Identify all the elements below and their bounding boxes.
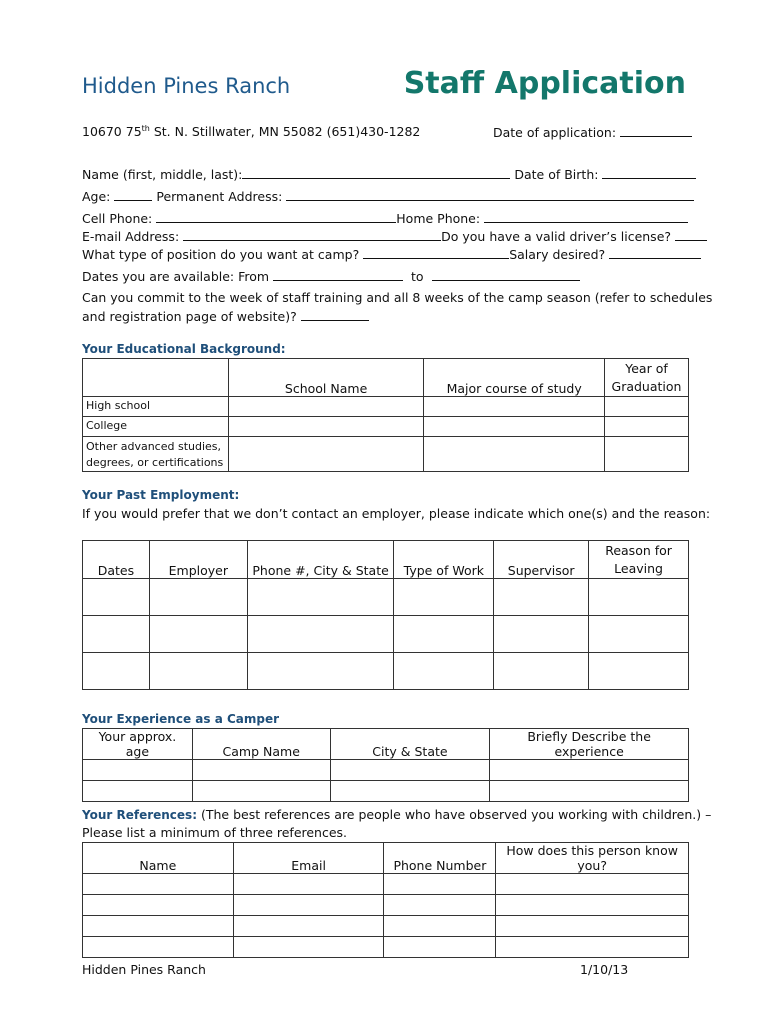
camper-cell[interactable] — [192, 760, 330, 781]
employment-col-employer: Employer — [149, 541, 247, 579]
age-label: Age: — [82, 189, 111, 204]
name-label: Name (first, middle, last): — [82, 167, 243, 182]
references-cell[interactable] — [496, 874, 689, 895]
camper-col-city: City & State — [330, 729, 490, 760]
cell-phone-label: Cell Phone: — [82, 211, 153, 226]
camper-col-camp: Camp Name — [192, 729, 330, 760]
dob-label: Date of Birth: — [514, 167, 599, 182]
references-note-1: (The best references are people who have observed you working with children.) – — [201, 807, 712, 822]
dates-from-field[interactable] — [273, 268, 403, 281]
dates-from-label: Dates you are available: From — [82, 269, 270, 284]
employment-row — [83, 616, 689, 653]
education-row-college: College — [83, 417, 229, 437]
references-cell[interactable] — [384, 916, 496, 937]
education-col-year-line2: Graduation — [611, 379, 682, 394]
commit-line-1: Can you commit to the week of staff training and all 8 weeks of the camp season (refer to schedules — [82, 290, 713, 305]
camper-col-age: Your approx. age — [83, 729, 193, 760]
dob-field[interactable] — [602, 166, 696, 179]
references-note-2: Please list a minimum of three references. — [82, 825, 348, 840]
references-cell[interactable] — [384, 874, 496, 895]
name-field[interactable] — [242, 166, 510, 179]
name-row — [82, 166, 696, 182]
education-col-major: Major course of study — [424, 359, 605, 397]
education-cell[interactable] — [228, 397, 424, 417]
employment-cell[interactable] — [589, 579, 689, 616]
employment-col-reason — [589, 541, 689, 579]
references-col-phone: Phone Number — [384, 843, 496, 874]
references-cell[interactable] — [83, 895, 234, 916]
commit-line-2 — [82, 308, 369, 324]
position-label: What type of position do you want at camp? — [82, 247, 360, 262]
employment-col-dates: Dates — [83, 541, 150, 579]
camper-cell[interactable] — [83, 781, 193, 802]
application-date-field[interactable] — [620, 124, 692, 137]
education-col-year-line1: Year of — [625, 361, 668, 376]
employment-cell[interactable] — [589, 616, 689, 653]
employment-col-reason-line2: Leaving — [614, 561, 663, 576]
address-rest: St. N. Stillwater, MN 55082 (651)430-1282 — [149, 124, 421, 140]
email-row — [82, 228, 707, 244]
references-col-know: How does this person know you? — [496, 843, 689, 874]
education-cell[interactable] — [424, 437, 605, 472]
employment-cell[interactable] — [394, 579, 494, 616]
salary-label: Salary desired? — [509, 247, 606, 262]
employment-cell[interactable] — [247, 616, 394, 653]
education-cell[interactable] — [228, 437, 424, 472]
home-phone-field[interactable] — [484, 210, 688, 223]
salary-field[interactable] — [609, 246, 701, 259]
employment-cell[interactable] — [83, 616, 150, 653]
license-field[interactable] — [675, 228, 707, 241]
education-cell[interactable] — [424, 417, 605, 437]
education-cell[interactable] — [605, 397, 689, 417]
employment-cell[interactable] — [247, 653, 394, 690]
application-date — [493, 124, 692, 140]
employment-col-phone: Phone #, City & State — [247, 541, 394, 579]
education-col-school: School Name — [228, 359, 424, 397]
references-cell[interactable] — [233, 916, 384, 937]
commit-field[interactable] — [301, 308, 369, 321]
education-cell[interactable] — [605, 417, 689, 437]
employment-cell[interactable] — [589, 653, 689, 690]
references-col-name: Name — [83, 843, 234, 874]
employment-table — [82, 540, 689, 690]
education-row-other-line1: Other advanced studies, — [86, 440, 222, 453]
education-row-other — [83, 437, 229, 472]
dates-to-field[interactable] — [432, 268, 580, 281]
employment-cell[interactable] — [394, 653, 494, 690]
education-cell[interactable] — [228, 417, 424, 437]
employment-col-supervisor: Supervisor — [494, 541, 589, 579]
age-field[interactable] — [114, 188, 152, 201]
camper-cell[interactable] — [83, 760, 193, 781]
education-col-year — [605, 359, 689, 397]
email-label: E-mail Address: — [82, 229, 180, 244]
education-row-high-school: High school — [83, 397, 229, 417]
permanent-address-field[interactable] — [286, 188, 694, 201]
dates-to-label: to — [411, 269, 424, 284]
dates-row — [82, 268, 580, 284]
address-sup: th — [141, 124, 150, 133]
employment-cell[interactable] — [149, 579, 247, 616]
education-row-other-line2: degrees, or certifications — [86, 456, 224, 469]
employment-cell[interactable] — [494, 579, 589, 616]
camper-table — [82, 728, 689, 802]
references-cell[interactable] — [496, 916, 689, 937]
position-field[interactable] — [363, 246, 509, 259]
references-cell[interactable] — [496, 895, 689, 916]
application-date-label: Date of application: — [493, 125, 617, 140]
references-cell[interactable] — [83, 874, 234, 895]
org-name: Hidden Pines Ranch — [82, 74, 291, 98]
home-phone-label: Home Phone: — [396, 211, 481, 226]
references-table — [82, 842, 689, 958]
references-cell[interactable] — [233, 937, 384, 958]
employment-row — [83, 579, 689, 616]
camper-row — [83, 760, 689, 781]
references-row — [83, 916, 689, 937]
address-number: 10670 75 — [82, 124, 142, 140]
position-row — [82, 246, 701, 262]
references-row — [83, 895, 689, 916]
references-row — [83, 874, 689, 895]
camper-col-describe: Briefly Describe the experience — [490, 729, 689, 760]
address-line — [82, 124, 420, 139]
references-cell[interactable] — [233, 874, 384, 895]
employment-cell[interactable] — [494, 653, 589, 690]
references-intro — [82, 807, 711, 822]
employment-note: If you would prefer that we don’t contact an employer, please indicate which one(s) and the reason: — [82, 506, 711, 521]
references-cell[interactable] — [384, 937, 496, 958]
employment-col-type: Type of Work — [394, 541, 494, 579]
references-cell[interactable] — [384, 895, 496, 916]
references-cell[interactable] — [233, 895, 384, 916]
license-label: Do you have a valid driver’s license? — [441, 229, 672, 244]
phone-row — [82, 210, 688, 226]
references-cell[interactable] — [83, 916, 234, 937]
footer-date: 1/10/13 — [580, 962, 629, 977]
education-heading: Your Educational Background: — [82, 342, 286, 356]
cell-phone-field[interactable] — [156, 210, 396, 223]
camper-cell[interactable] — [192, 781, 330, 802]
commit-label: and registration page of website)? — [82, 309, 297, 324]
references-heading: Your References: — [82, 808, 198, 822]
camper-cell[interactable] — [490, 781, 689, 802]
employment-cell[interactable] — [394, 616, 494, 653]
references-cell[interactable] — [83, 937, 234, 958]
email-field[interactable] — [183, 228, 441, 241]
employment-row — [83, 653, 689, 690]
references-row — [83, 937, 689, 958]
references-col-email: Email — [233, 843, 384, 874]
employment-col-reason-line1: Reason for — [605, 543, 672, 558]
employment-cell[interactable] — [83, 579, 150, 616]
age-row — [82, 188, 694, 204]
education-cell[interactable] — [605, 437, 689, 472]
employment-cell[interactable] — [83, 653, 150, 690]
employment-cell[interactable] — [247, 579, 394, 616]
camper-cell[interactable] — [330, 760, 490, 781]
education-cell[interactable] — [424, 397, 605, 417]
references-cell[interactable] — [496, 937, 689, 958]
employment-cell[interactable] — [494, 616, 589, 653]
camper-cell[interactable] — [490, 760, 689, 781]
employment-cell[interactable] — [149, 653, 247, 690]
permanent-address-label: Permanent Address: — [156, 189, 283, 204]
page-title: Staff Application — [403, 66, 686, 101]
employment-cell[interactable] — [149, 616, 247, 653]
education-header-blank — [83, 359, 229, 397]
employment-heading: Your Past Employment: — [82, 488, 240, 502]
camper-row — [83, 781, 689, 802]
education-table — [82, 358, 689, 472]
camper-cell[interactable] — [330, 781, 490, 802]
camper-heading: Your Experience as a Camper — [82, 712, 280, 726]
footer-org: Hidden Pines Ranch — [82, 962, 206, 977]
